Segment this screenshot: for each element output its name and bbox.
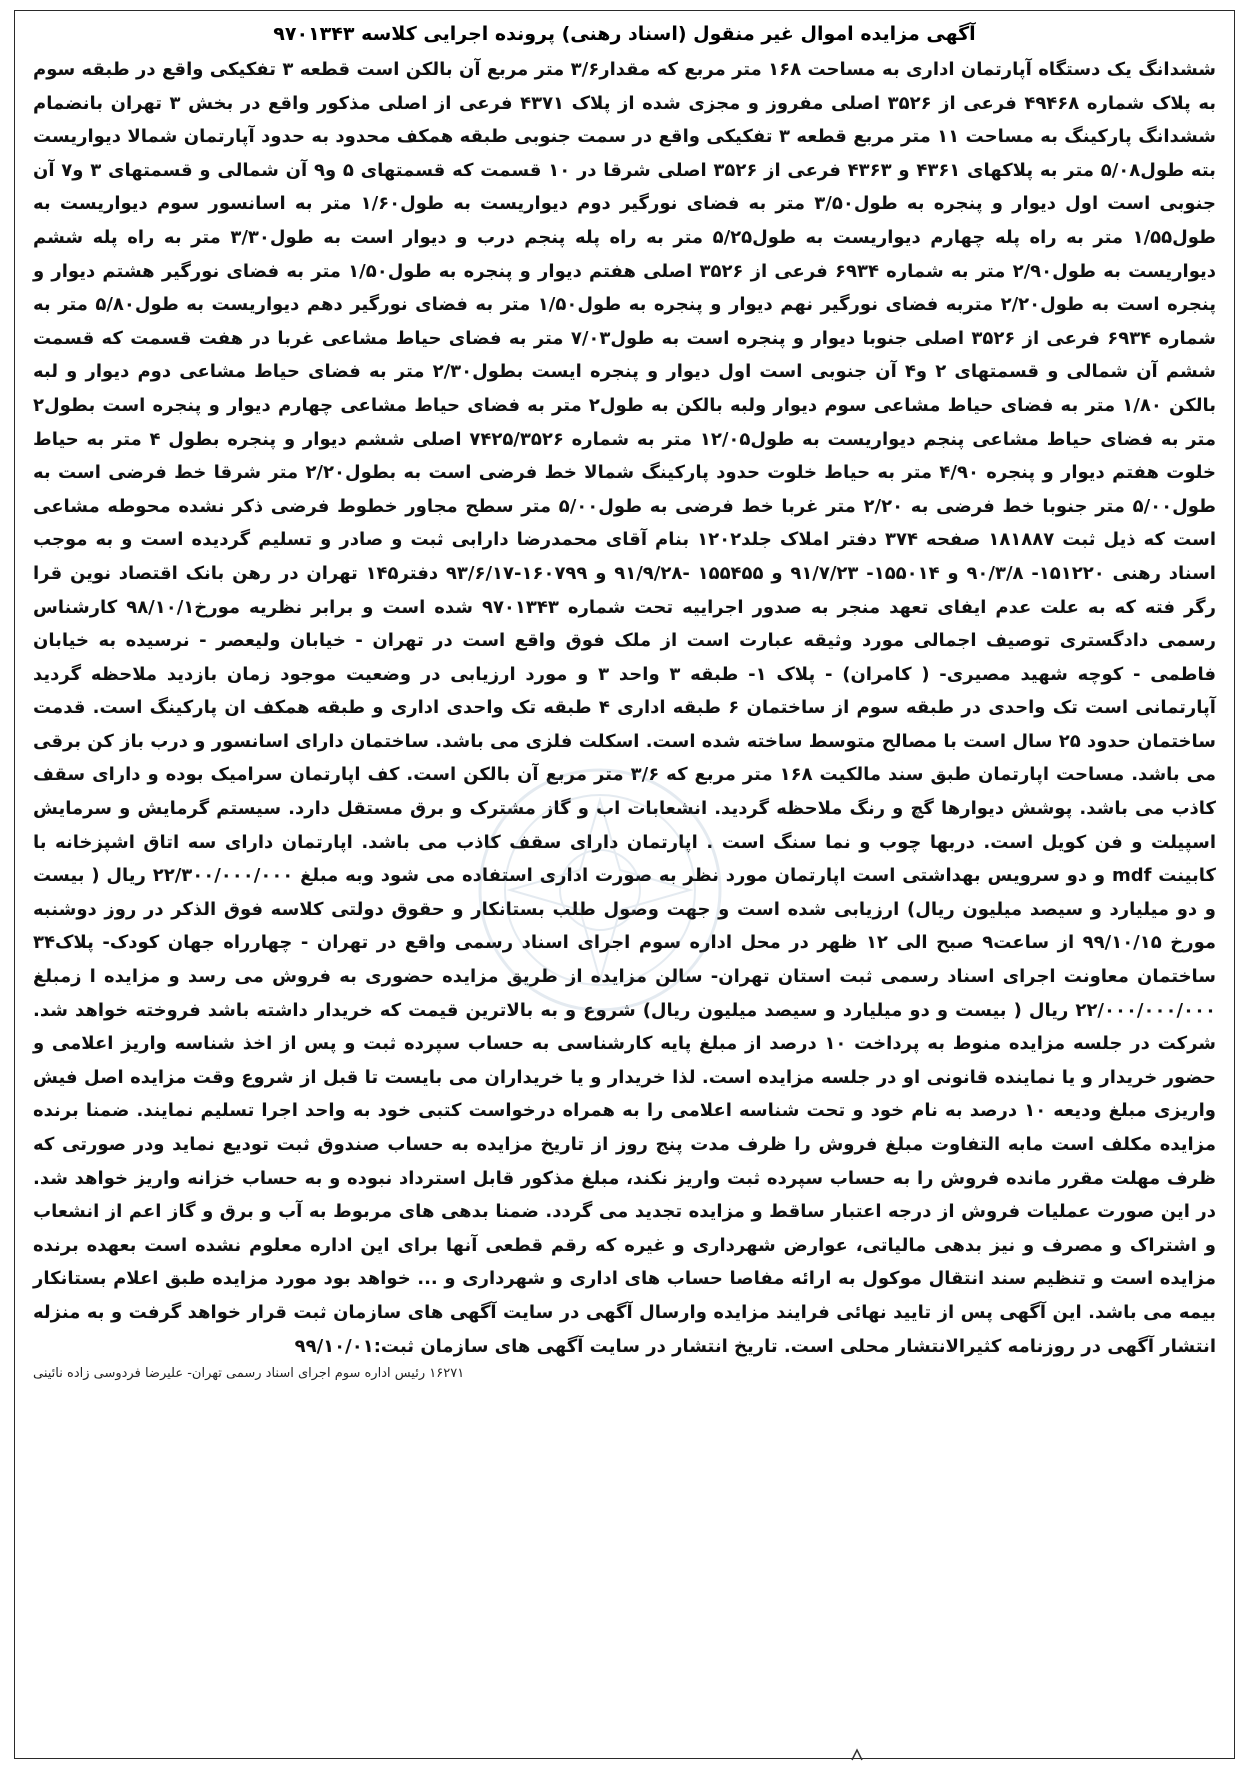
corner-mark: [850, 1748, 864, 1762]
notice-body: ششدانگ یک دستگاه آپارتمان اداری به مساحت ۱۶۸ متر مربع که مقدار۳/۶ متر مربع آن بالکن است قطعه ۳ تفکیکی واقع در طبقه سوم به پلاک شماره ۴۹۴۶۸ فرعی از ۳۵۲۶ اصلی مفروز و مجزی شده از پلاک ۴۳۷۱ فرعی از اصلی مذکور واقع در بخش ۳ تهران بانضمام ششدانگ پارکینگ به مساحت ۱۱ متر مربع قطعه ۳ تفکیکی واقع در سمت جنوبی طبقه همکف محدود به حدود آپارتمان شمالا دیواریست بته طول۵/۰۸ متر به پلاکهای ۴۳۶۱ و ۴۳۶۳ فرعی از ۳۵۲۶ اصلی شرقا در ۱۰ قسمت که قسمتهای ۵ و۹ آن شمالی و قسمتهای ۳ و۷ آن جنوبی است اول دیوار و پنجره به طول۳/۵۰ متر به فضای نورگیر دوم دیواریست به طول۱/۶۰ متر به اسانسور سوم دیواریست به طول۱/۵۵ متر به راه پله چهارم دیواریست به طول۵/۲۵ متر به راه پله پنجم درب و دیوار است به طول۳/۳۰ متر به راه پله ششم دیواریست به طول۲/۹۰ متر به شماره ۶۹۳۴ فرعی از ۳۵۲۶ اصلی هفتم دیوار و پنجره به طول۱/۵۰ متر به فضای نورگیر هشتم دیوار و پنجره است به طول۲/۲۰ متربه فضای نورگیر نهم دیوار و پنجره به طول۱/۵۰ متر به فضای نورگیر دهم دیواریست به طول۵/۸۰ متر به شماره ۶۹۳۴ فرعی از ۳۵۲۶ اصلی جنوبا دیوار و پنجره است به طول۷/۰۳ متر به فضای حیاط مشاعی غربا در هفت قسمت که قسمت ششم آن شمالی و قسمتهای ۲ و۴ آن جنوبی است اول دیوار و پنجره ایست بطول۲/۳۰ متر به فضای حیاط مشاعی دوم دیوار و لبه بالکن ۱/۸۰ متر به فضای حیاط مشاعی سوم دیوار ولبه بالکن به طول۲ متر به فضای حیاط مشاعی چهارم دیوار و پنجره است بطول۲ متر به فضای حیاط مشاعی پنجم دیواریست به طول۱۲/۰۵ متر به شماره ۷۴۲۵/۳۵۲۶ اصلی ششم دیوار و پنجره بطول ۴ متر به حیاط خلوت هفتم دیوار و پنجره ۴/۹۰ متر به حیاط خلوت حدود پارکینگ شمالا خط فرضی است به بطول۲/۲۰ متر شرقا خط فرضی است به طول۵/۰۰ متر جنوبا خط فرضی به ۲/۲۰ متر غربا خط فرضی به طول۵/۰۰ متر سطح مجاور خطوط فرضی ذکر نشده محوطه مشاعی است که ذیل ثبت ۱۸۱۸۸۷ صفحه ۳۷۴ دفتر املاک جلد۱۲۰۲ بنام آقای محمدرضا دارابی ثبت و صادر و تسلیم گردیده است و به موجب اسناد رهنی ۱۵۱۲۲۰- ۹۰/۳/۸ و ۱۵۵۰۱۴- ۹۱/۷/۲۳ و ۱۵۵۴۵۵ -۹۱/۹/۲۸ و ۱۶۰۷۹۹-۹۳/۶/۱۷ دفتر۱۴۵ تهران در رهن بانک اقتصاد نوین قرا رگر فته که به علت عدم ایفای تعهد منجر به صدور اجراییه تحت شماره ۹۷۰۱۳۴۳ شده است و برابر نظریه مورخ۹۸/۱۰/۱ کارشناس رسمی دادگستری توصیف اجمالی مورد وثیقه عبارت است از ملک فوق واقع است در تهران - خیابان ولیعصر - نرسیده به خیابان فاطمی - کوچه شهید مصیری- ( کامران) - پلاک ۱- طبقه ۳ واحد ۳ و مورد ارزیابی در وضعیت موجود زمان بازدید ملاحظه گردید آپارتمانی است تک واحدی در طبقه سوم از ساختمان ۶ طبقه اداری ۴ طبقه تک واحدی اداری و طبقه همکف ان پارکینگ است. قدمت ساختمان حدود ۲۵ سال است با مصالح متوسط ساخته شده است. اسکلت فلزی می باشد. ساختمان دارای اسانسور و درب باز کن برقی می باشد. مساحت اپارتمان طبق سند مالکیت ۱۶۸ متر مربع که ۳/۶ متر مربع آن بالکن است. کف اپارتمان سرامیک بوده و دارای سقف کاذب می باشد. پوشش دیوارها گچ و رنگ ملاحظه گردید. انشعابات اب و گاز مشترک و برق مستقل دارد. سیستم گرمایش و سرمایش اسپیلت و فن کویل است. دربها چوب و نما سنگ است . اپارتمان دارای سقف کاذب می باشد. اپارتمان دارای سه اتاق اشپزخانه با کابینت mdf و دو سرویس بهداشتی است اپارتمان مورد نظر به صورت اداری استفاده می شود وبه مبلغ ۲۲/۳۰۰/۰۰۰/۰۰۰ ریال ( بیست و دو میلیارد و سیصد میلیون ریال) ارزیابی شده است و جهت وصول طلب بستانکار و حقوق دولتی کلاسه فوق الذکر در روز دوشنبه مورخ ۹۹/۱۰/۱۵ از ساعت۹ صبح الی ۱۲ ظهر در محل اداره سوم اجرای اسناد رسمی واقع در تهران - چهارراه جهان کودک- پلاک۳۴ ساختمان معاونت اجرای اسناد رسمی ثبت استان تهران- سالن مزایده از طریق مزایده حضوری به فروش می رسد و مزایده ا زمبلغ ۲۲/۰۰۰/۰۰۰/۰۰۰ ریال ( بیست و دو میلیارد و سیصد میلیون ریال) شروع و به بالاترین قیمت که خریدار داشته باشد فروخته خواهد شد. شرکت در جلسه مزایده منوط به پرداخت ۱۰ درصد از مبلغ پایه کارشناسی به حساب سپرده ثبت و پس از اخذ شناسه واریز اعلامی و حضور خریدار و یا نماینده قانونی او در جلسه مزایده است. لذا خریدار و یا خریداران می بایست تا قبل از شروع وقت مزایده اصل فیش واریزی مبلغ ودیعه ۱۰ درصد به نام خود و تحت شناسه اعلامی را به همراه درخواست کتبی خود به واحد اجرا تسلیم نمایند. ضمنا برنده مزایده مکلف است مابه التفاوت مبلغ فروش را ظرف مدت پنج روز از تاریخ مزایده به حساب صندوق ثبت تودیع نماید ودر صورتی که ظرف مهلت مقرر مانده فروش را به حساب سپرده ثبت واریز نکند، مبلغ مذکور قابل استرداد نبوده و به حساب خزانه واریز خواهد شد. در این صورت عملیات فروش از درجه اعتبار ساقط و مزایده تجدید می گردد. ضمنا بدهی های مربوط به آب و برق و گاز اعم از انشعاب و اشتراک و مصرف و نیز بدهی مالیاتی، عوارض شهرداری و غیره که رقم قطعی آنها برای این اداره معلوم نشده است بعهده برنده مزایده است و تنظیم سند انتقال موکول به ارائه مفاصا حساب های اداری و شهرداری و ... خواهد بود مورد مزایده طبق اعلام بستانکار بیمه می باشد. این آگهی پس از تایید نهائی فرایند مزایده وارسال آگهی در سایت آگهی های سازمان ثبت قرار خواهد گرفت و به منزله انتشار آگهی در روزنامه کثیرالانتشار محلی است. تاریخ انتشار در سایت آگهی های سازمان ثبت:۹۹/۱۰/۰۱: [33, 59, 1217, 1357]
notice-signature: ۱۶۲۷۱ رئیس اداره سوم اجرای اسناد رسمی تهران- علیرضا فردوسی زاده نائینی: [33, 1366, 465, 1382]
notice-title: آگهی مزایده اموال غیر منقول (اسناد رهنی) پرونده اجرایی کلاسه ۹۷۰۱۳۴۳: [273, 23, 976, 45]
auction-notice: [14, 10, 1235, 1759]
